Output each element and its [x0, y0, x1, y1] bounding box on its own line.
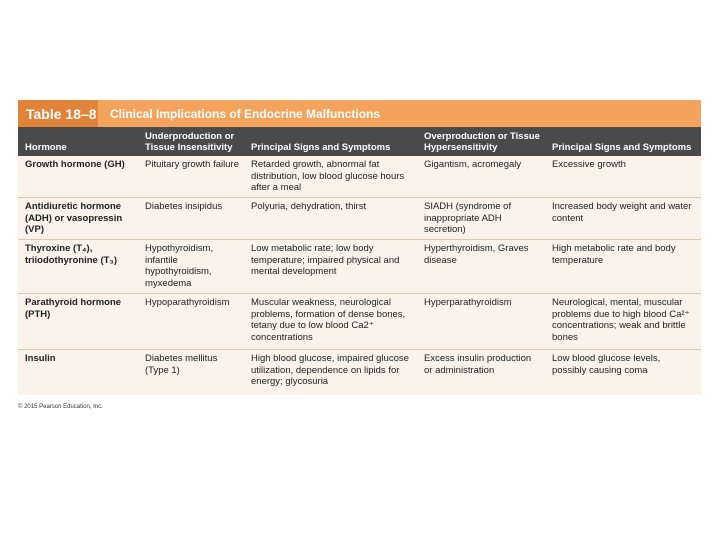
- table-row: [18, 240, 701, 294]
- table-row: [18, 294, 701, 350]
- cell-overproduction: Hyperthyroidism, Graves disease: [424, 243, 529, 266]
- cell-overproduction: Gigantism, acromegaly: [424, 159, 522, 170]
- copyright-notice: © 2015 Pearson Education, Inc.: [18, 404, 103, 410]
- cell-hormone: Insulin: [25, 353, 56, 364]
- endocrine-table: [18, 100, 701, 395]
- table-row: [18, 350, 701, 395]
- table-title: Clinical Implications of Endocrine Malfunctions: [110, 106, 381, 121]
- header-underproduction: Underproduction or Tissue Insensitivity: [145, 131, 235, 153]
- table-row: [18, 198, 701, 240]
- cell-signs-under: Polyuria, dehydration, thirst: [251, 201, 367, 212]
- cell-signs-over: Excessive growth: [552, 159, 626, 170]
- cell-underproduction: Hypoparathyroidism: [145, 297, 230, 308]
- cell-signs-under: Low metabolic rate; low body temperature; impaired physical and mental development: [251, 243, 400, 277]
- cell-hormone: Growth hormone (GH): [25, 159, 125, 170]
- cell-hormone: Antidiuretic hormone (ADH) or vasopressin (VP): [25, 201, 123, 235]
- cell-overproduction: Excess insulin production or administration: [424, 353, 532, 376]
- cell-signs-over: Neurological, mental, muscular problems due to high blood Ca²⁺ concentrations; weak and brittle bones: [552, 297, 690, 343]
- table-title-bar: [18, 100, 701, 127]
- header-hormone: Hormone: [25, 142, 67, 153]
- cell-signs-over: Increased body weight and water content: [552, 201, 692, 224]
- table-body: [18, 156, 701, 395]
- cell-signs-under: High blood glucose, impaired glucose utilization, dependence on lipids for energy; glycosuria: [251, 353, 409, 387]
- table-number: Table 18–8: [18, 100, 98, 127]
- cell-hormone: Thyroxine (T₄), triiodothyronine (T₃): [25, 243, 117, 266]
- header-overproduction: Overproduction or Tissue Hypersensitivity: [424, 131, 540, 153]
- cell-signs-over: Low blood glucose levels, possibly causing coma: [552, 353, 661, 376]
- cell-signs-under: Muscular weakness, neurological problems, formation of dense bones, tetany due to low blood Ca2⁺ concentrations: [251, 297, 406, 343]
- cell-underproduction: Diabetes mellitus (Type 1): [145, 353, 218, 376]
- cell-signs-under: Retarded growth, abnormal fat distribution, low blood glucose hours after a meal: [251, 159, 405, 193]
- cell-hormone: Parathyroid hormone (PTH): [25, 297, 122, 320]
- cell-overproduction: Hyperparathyroidism: [424, 297, 512, 308]
- header-signs-over: Principal Signs and Symptoms: [552, 142, 692, 153]
- table-row: [18, 156, 701, 198]
- cell-overproduction: SIADH (syndrome of inappropriate ADH secretion): [424, 201, 512, 235]
- table-header: [18, 127, 701, 156]
- cell-signs-over: High metabolic rate and body temperature: [552, 243, 676, 266]
- cell-underproduction: Hypothyroidism, infantile hypothyroidism, myxedema: [145, 243, 214, 289]
- header-signs-under: Principal Signs and Symptoms: [251, 142, 391, 153]
- cell-underproduction: Pituitary growth failure: [145, 159, 239, 170]
- cell-underproduction: Diabetes insipidus: [145, 201, 223, 212]
